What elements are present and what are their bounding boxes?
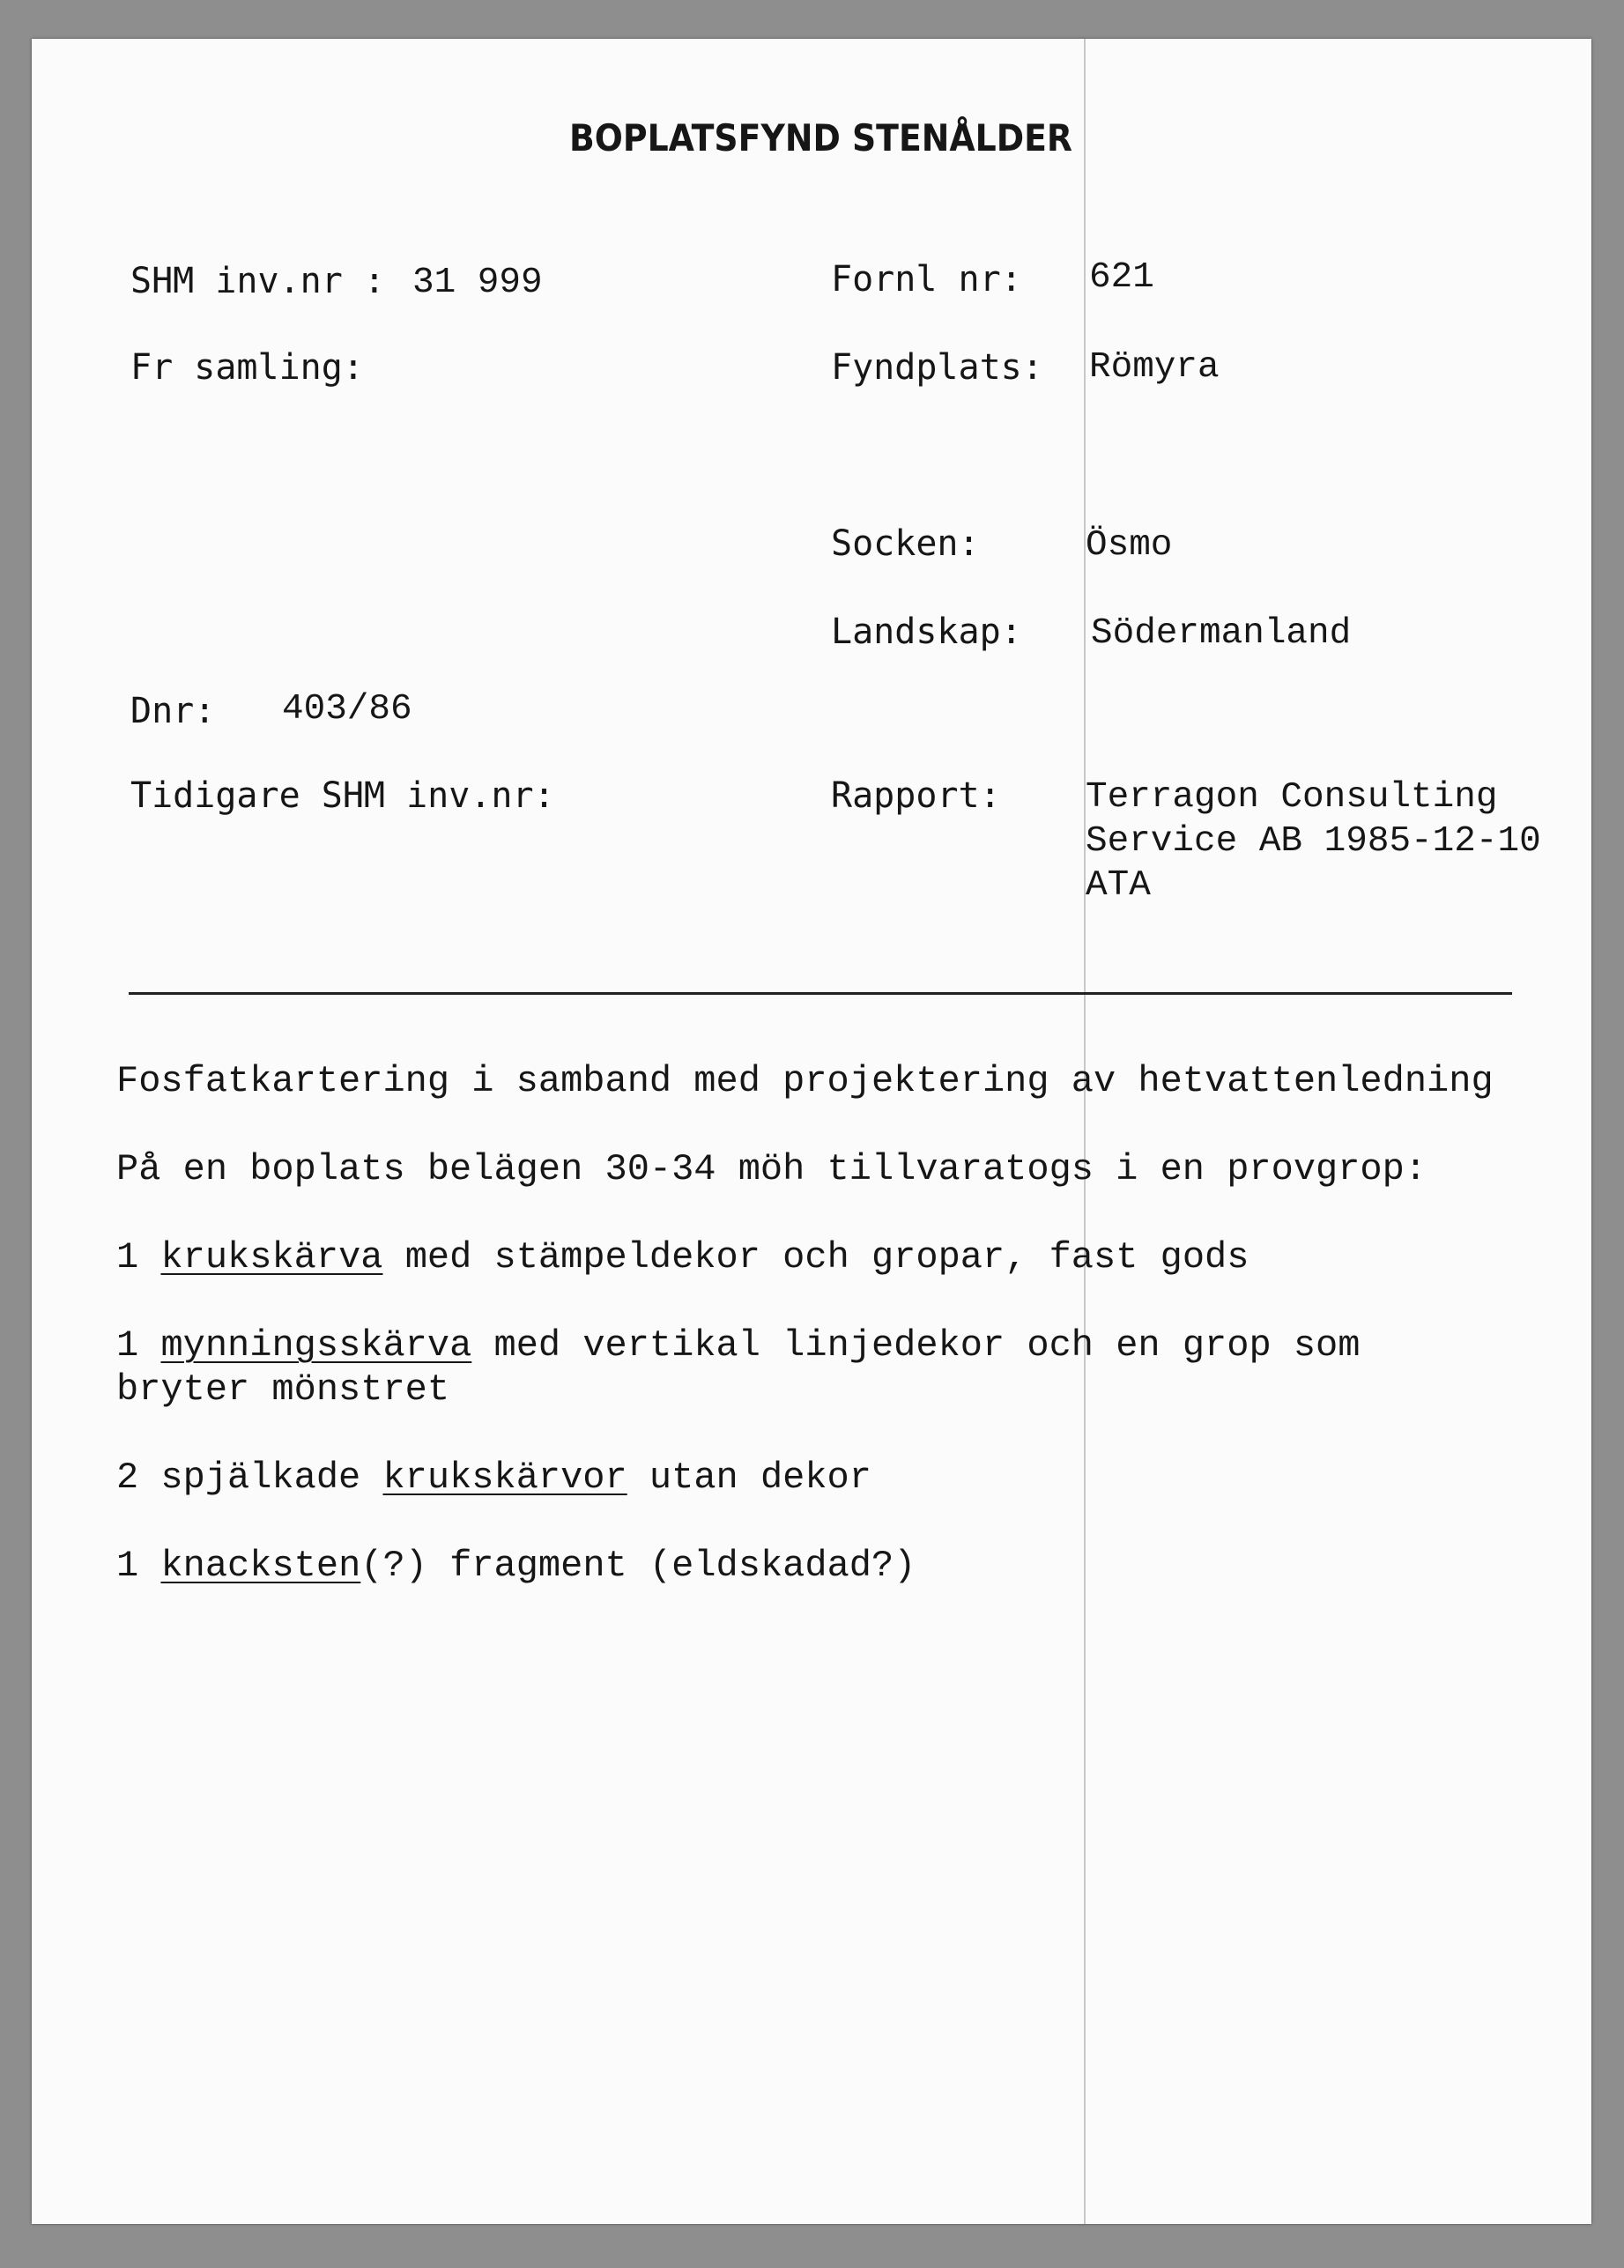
item-description: med vertikal linjedekor och en grop som (471, 1324, 1361, 1367)
item-count: 2 spjälkade (116, 1456, 361, 1499)
separator-rule (129, 992, 1512, 995)
list-item-line (116, 1323, 1360, 1367)
rapport-line-3: ATA (1086, 865, 1151, 906)
item-description: (?) fragment (eldskadad?) (360, 1545, 916, 1587)
document-title: BOPLATSFYND STENÅLDER (569, 116, 1073, 159)
list-item-line (116, 1544, 916, 1588)
shm-inv-value: 31 999 (412, 263, 543, 303)
dnr-value: 403/86 (282, 689, 412, 730)
item-description: utan dekor (627, 1456, 871, 1499)
list-item (116, 1235, 1249, 1279)
rapport-line-1: Terragon Consulting (1086, 777, 1498, 818)
list-item-continuation: bryter mönstret (116, 1368, 450, 1411)
list-item-line (116, 1235, 1249, 1279)
item-description: med stämpeldekor och gropar, fast gods (382, 1236, 1250, 1279)
socken-label: Socken: (831, 523, 980, 564)
fyndplats-value: Römyra (1089, 347, 1220, 388)
paragraph-findspot (116, 1147, 1427, 1191)
landskap-label: Landskap: (831, 611, 1022, 652)
list-item (116, 1456, 871, 1500)
dnr-label: Dnr: (130, 691, 216, 731)
paragraph-purpose-text: Fosfatkartering i samband med projektering av hetvattenledning (116, 1060, 1494, 1102)
document-page (32, 39, 1591, 2224)
list-item (116, 1544, 916, 1588)
item-term: knacksten (160, 1545, 361, 1587)
fornl-value: 621 (1089, 257, 1154, 298)
rapport-line-2: Service AB 1985-12-10 (1086, 821, 1541, 862)
socken-value: Ösmo (1086, 525, 1173, 566)
fold-line (1084, 39, 1086, 2224)
list-item (116, 1323, 1360, 1412)
landskap-value: Södermanland (1091, 613, 1352, 654)
item-count: 1 (116, 1545, 139, 1587)
fornl-label: Fornl nr: (831, 259, 1022, 300)
paragraph-purpose (116, 1059, 1494, 1103)
fr-samling-label: Fr samling: (130, 347, 364, 388)
shm-inv-label: SHM inv.nr : (130, 261, 385, 301)
item-count: 1 (116, 1236, 139, 1279)
item-term: krukskärvor (382, 1456, 627, 1499)
tidigare-label: Tidigare SHM inv.nr: (130, 775, 555, 816)
rapport-label: Rapport: (831, 775, 1001, 816)
item-term: mynningsskärva (160, 1324, 472, 1367)
item-count: 1 (116, 1324, 139, 1367)
fyndplats-label: Fyndplats: (831, 347, 1043, 388)
item-term: krukskärva (160, 1236, 383, 1279)
list-item-line (116, 1456, 871, 1500)
paragraph-findspot-text: På en boplats belägen 30-34 möh tillvaratogs i en provgrop: (116, 1148, 1427, 1190)
